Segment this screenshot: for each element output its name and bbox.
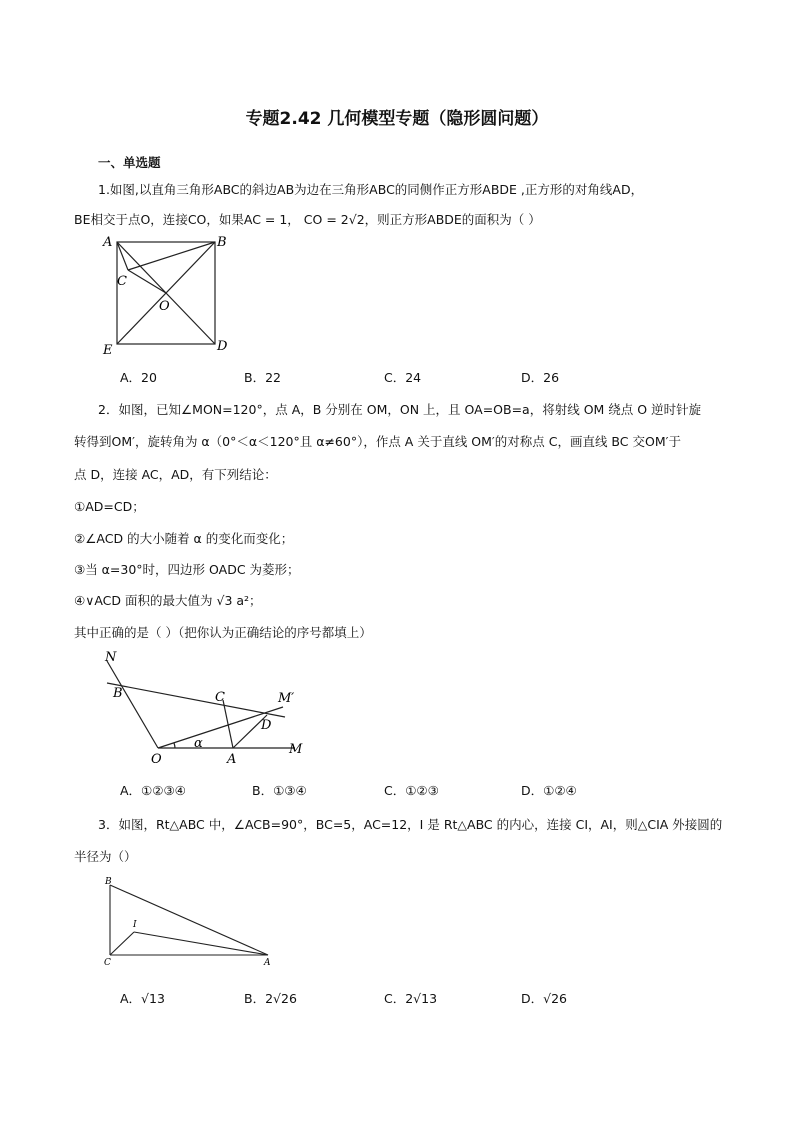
q2-option-d[interactable]: D．①②④ [521, 783, 577, 798]
q3-label-c: C [104, 958, 111, 968]
q1-option-a[interactable]: A．20 [120, 370, 157, 385]
q2-label-m: M [289, 742, 303, 757]
q2-option-a[interactable]: A．①②③④ [120, 783, 186, 798]
page-title: 专题2.42 几何模型专题（隐形圆问题） [245, 109, 549, 129]
q3-option-d[interactable]: D．√26 [521, 991, 567, 1006]
q2-label-c: C [215, 690, 225, 705]
q2-line2: 转得到OM′，旋转角为 α（0°＜α＜120°且 α≠60°），作点 A 关于直线 OM′的对称点 C，画直线 BC 交OM′于 [74, 434, 681, 449]
q3-figure [98, 875, 283, 970]
q2-option-b[interactable]: B．①③④ [252, 783, 307, 798]
section-heading: 一、单选题 [98, 155, 161, 170]
q2-conclusion-1: ①AD=CD； [74, 499, 145, 514]
q2-label-a: A [227, 752, 237, 767]
q3-line1: 3．如图，Rt△ABC 中，∠ACB=90°，BC=5，AC=12，I 是 Rt△ABC 的内心，连接 CI，AI，则△CIA 外接圆的 [98, 817, 723, 832]
q1-line2: BE相交于点O，连接CO，如果AC = 1， CO = 2√2，则正方形ABDE的面积为（ ） [74, 212, 541, 227]
q2-label-alpha: α [194, 736, 203, 751]
q2-label-o: O [151, 752, 162, 767]
q3-label-a: A [264, 958, 271, 968]
q2-line1: 2．如图，已知∠MON=120°，点 A，B 分别在 OM，ON 上，且 OA=OB=a，将射线 OM 绕点 O 逆时针旋 [98, 402, 702, 417]
q3-label-b: B [105, 877, 112, 887]
q1-option-b[interactable]: B．22 [244, 370, 281, 385]
q1-line1: 1.如图,以直角三角形ABC的斜边AB为边在三角形ABC的同侧作正方形ABDE ,正方形的对角线AD， [98, 182, 644, 197]
q1-option-c[interactable]: C．24 [384, 370, 422, 385]
q3-line2: 半径为（） [74, 849, 137, 864]
q2-option-c[interactable]: C．①②③ [384, 783, 439, 798]
q3-option-c[interactable]: C．2√13 [384, 991, 438, 1006]
q1-label-b: B [217, 235, 227, 250]
q2-conclusion-3: ③当 α=30°时，四边形 OADC 为菱形； [74, 562, 300, 577]
q3-option-a[interactable]: A．√13 [120, 991, 165, 1006]
q1-label-o: O [159, 299, 170, 314]
q2-figure [95, 645, 320, 770]
q2-conclusion-2: ②∠ACD 的大小随着 α 的变化而变化； [74, 531, 294, 546]
q2-line3: 点 D，连接 AC，AD，有下列结论： [74, 467, 277, 482]
q2-label-d: D [261, 718, 272, 733]
q2-label-m-prime: M′ [278, 691, 295, 706]
q2-label-b: B [113, 686, 123, 701]
q1-figure [95, 230, 245, 360]
q3-label-i: I [133, 920, 137, 930]
q2-label-n: N [105, 650, 117, 665]
q1-label-a: A [103, 235, 113, 250]
q2-conclusion-4: ④∨ACD 面积的最大值为 √3 a²； [74, 593, 262, 608]
q3-option-b[interactable]: B．2√26 [244, 991, 297, 1006]
q2-question: 其中正确的是（ ）（把你认为正确结论的序号都填上） [74, 625, 372, 640]
q1-label-c: C [117, 274, 127, 289]
q1-label-d: D [217, 339, 228, 354]
q1-option-d[interactable]: D．26 [521, 370, 560, 385]
q1-label-e: E [103, 343, 113, 358]
